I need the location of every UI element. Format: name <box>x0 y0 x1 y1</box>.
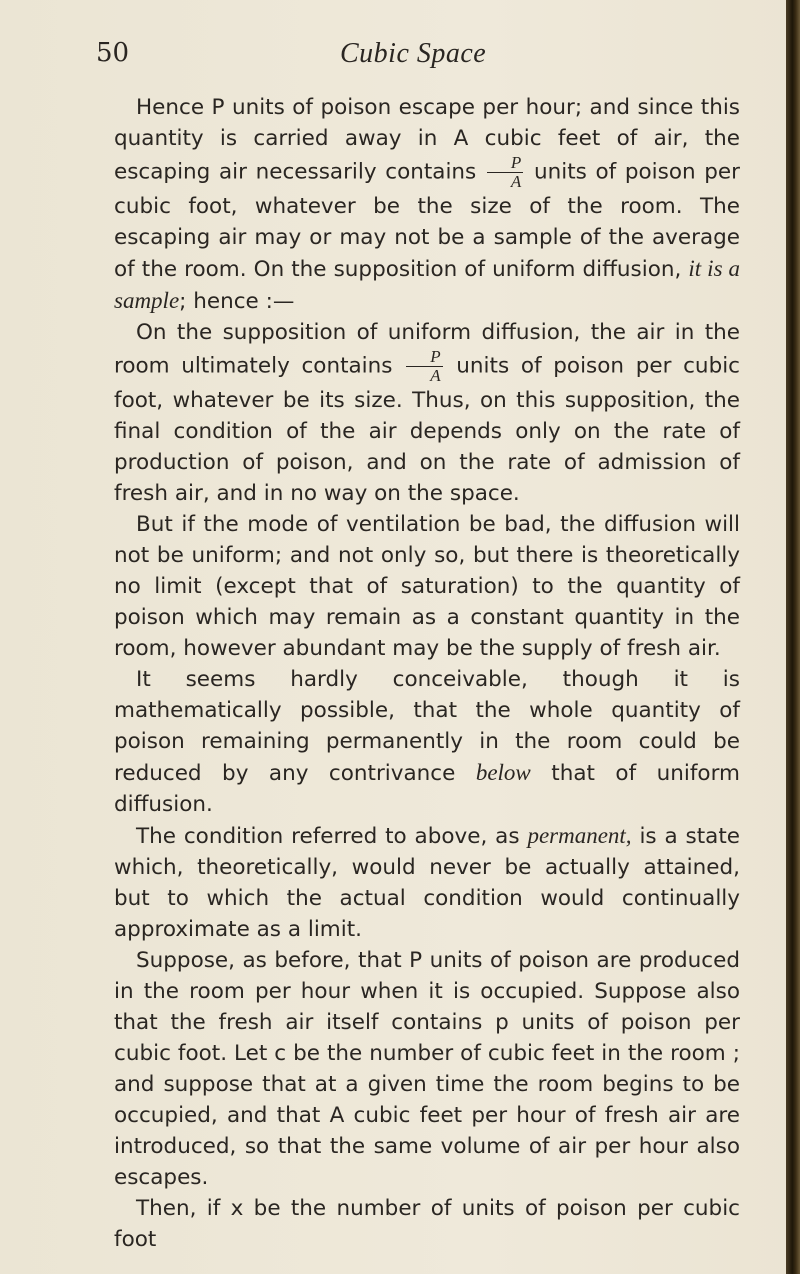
fraction-denominator: A <box>430 366 441 385</box>
fraction-numerator: P <box>487 154 523 173</box>
text-run: units of poison per cubic foot, whatever be the size of the room. The escaping air may or may not be a sample of the average of the room. On the supposition of uniform diffusion, <box>114 159 740 282</box>
text-run: Hence P units of poison escape per hour; and since this quantity is carried away in A cubic feet of air, the escaping air necessarily contains <box>114 95 740 185</box>
fraction-denominator: A <box>510 172 522 191</box>
paragraph-7: Then, if x be the number of units of poison per cubic foot <box>114 1196 740 1252</box>
paragraph-2 <box>114 317 740 509</box>
emphasis: permanent, <box>527 823 632 848</box>
fraction-p-over-a <box>487 154 523 191</box>
text-run: It seems hardly conceivable, though it is mathematically possible, that the whole quantity of poison remaining permanently in the room could be reduced by any contrivance <box>114 667 740 786</box>
fraction-numerator: P <box>406 348 442 367</box>
page-header <box>96 38 736 78</box>
paragraph-3: But if the mode of ventilation be bad, the diffusion will not be uniform; and not only so, but there is theoretically no limit (except that of saturation) to the quantity of poison which may remain as a constant quantity in the room, however abundant may be the supply of fresh air. <box>114 512 740 661</box>
text-run: ; hence :— <box>179 289 295 314</box>
emphasis: below <box>475 760 531 785</box>
emphasis: it is a sample <box>114 256 740 313</box>
text-run: is a state which, theoretically, would never be actually attained, but to which the actual condition would continually approximate as a limit. <box>114 824 740 942</box>
page-number: 50 <box>96 38 130 68</box>
text-run: units of poison per cubic foot, whatever be its size. Thus, on this supposition, the final condition of the air depends only on the rate of production of poison, and on the rate of admission of fresh air, and in no way on the space. <box>114 353 741 506</box>
page-edge-shadow <box>786 0 800 1274</box>
text-run: The condition referred to above, as <box>136 824 520 849</box>
paragraph-5 <box>114 820 740 945</box>
text-run: that of uniform diffusion. <box>114 761 740 817</box>
paragraph-6: Suppose, as before, that P units of poison are produced in the room per hour when it is occupied. Suppose also that the fresh air itself contains p units of poison per cubic foot. Let c be the number of cubic feet in the room ; and suppose that at a given time the room begins to be occupied, and that A cubic feet per hour of fresh air are introduced, so that the same volume of air per hour also escapes. <box>114 948 740 1190</box>
text-run: On the supposition of uniform diffusion, the air in the room ultimately contains <box>114 320 740 379</box>
paragraph-1 <box>114 92 740 317</box>
paragraph-4 <box>114 664 740 820</box>
fraction-p-over-a <box>406 348 442 385</box>
running-title: Cubic Space <box>340 38 487 69</box>
page-body <box>114 92 740 1255</box>
